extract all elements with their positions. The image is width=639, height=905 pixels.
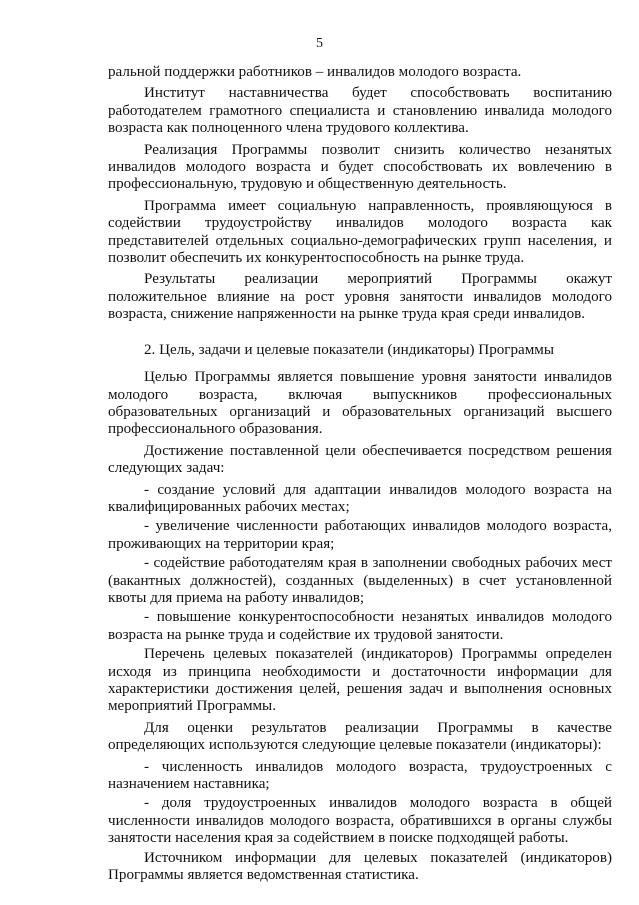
- list-item-task: - создание условий для адаптации инвалидов молодого возраста на квалифицированных рабочих местах;: [108, 481, 612, 515]
- list-item-task: - содействие работодателям края в заполнении свободных рабочих мест (вакантных должностей), созданных (выделенных) в счет установленной квоты для приема на работу инвалидов;: [108, 555, 612, 606]
- section-heading: 2. Цель, задачи и целевые показатели (индикаторы) Программы: [144, 341, 554, 358]
- paragraph-indicators: Перечень целевых показателей (индикаторов) Программы определен исходя из принципа необходимости и достаточности информации для характеристики достижения целей, решения задач и выполнения основных мероприятий Программы.: [108, 646, 612, 715]
- document-body: [108, 64, 612, 888]
- list-item-task: - увеличение численности работающих инвалидов молодого возраста, проживающих на территории края;: [108, 518, 612, 552]
- paragraph-results: Результаты реализации мероприятий Программы окажут положительное влияние на рост уровня занятости инвалидов молодого возраста, снижение напряженности на рынке труда края среди инвалидов.: [108, 271, 612, 323]
- page-number: 5: [316, 36, 323, 51]
- list-item-task: - повышение конкурентоспособности незанятых инвалидов молодого возраста на рынке труда и содействие их трудовой занятости.: [108, 609, 612, 643]
- list-item-indicator: - численность инвалидов молодого возраста, трудоустроенных с назначением наставника;: [108, 758, 612, 793]
- paragraph-tasks-intro: Достижение поставленной цели обеспечивается посредством решения следующих задач:: [108, 442, 612, 477]
- paragraph-source: Источником информации для целевых показателей (индикаторов) Программы является ведомственная статистика.: [108, 849, 612, 884]
- paragraph-continuation: ральной поддержки работников – инвалидов молодого возраста.: [108, 64, 522, 80]
- paragraph-indicators-intro: Для оценки результатов реализации Программы в качестве определяющих используются следующие целевые показатели (индикаторы):: [108, 719, 612, 754]
- paragraph-program-effect: Реализация Программы позволит снизить количество незанятых инвалидов молодого возраста и будет способствовать их вовлечению в профессиональную, трудовую и общественную деятельность.: [108, 141, 612, 193]
- paragraph-goal: Целью Программы является повышение уровня занятости инвалидов молодого возраста, включая выпускников профессиональных образовательных организаций и образовательных организаций высшего профессионального образования.: [108, 369, 612, 438]
- paragraph-mentorship: Институт наставничества будет способствовать воспитанию работодателем грамотного специалиста и становлению инвалида молодого возраста как полноценного члена трудового коллектива.: [108, 85, 612, 137]
- paragraph-social-orientation: Программа имеет социальную направленность, проявляющуюся в содействии трудоустройству инвалидов молодого возраста как представителей отдельных социально-демографических групп населения, и позволит обеспечить их конкурентоспособность на рынке труда.: [108, 197, 612, 267]
- list-item-indicator: - доля трудоустроенных инвалидов молодого возраста в общей численности инвалидов молодого возраста, обратившихся в органы службы занятости населения края за содействием в поиске подходящей работы.: [108, 795, 612, 847]
